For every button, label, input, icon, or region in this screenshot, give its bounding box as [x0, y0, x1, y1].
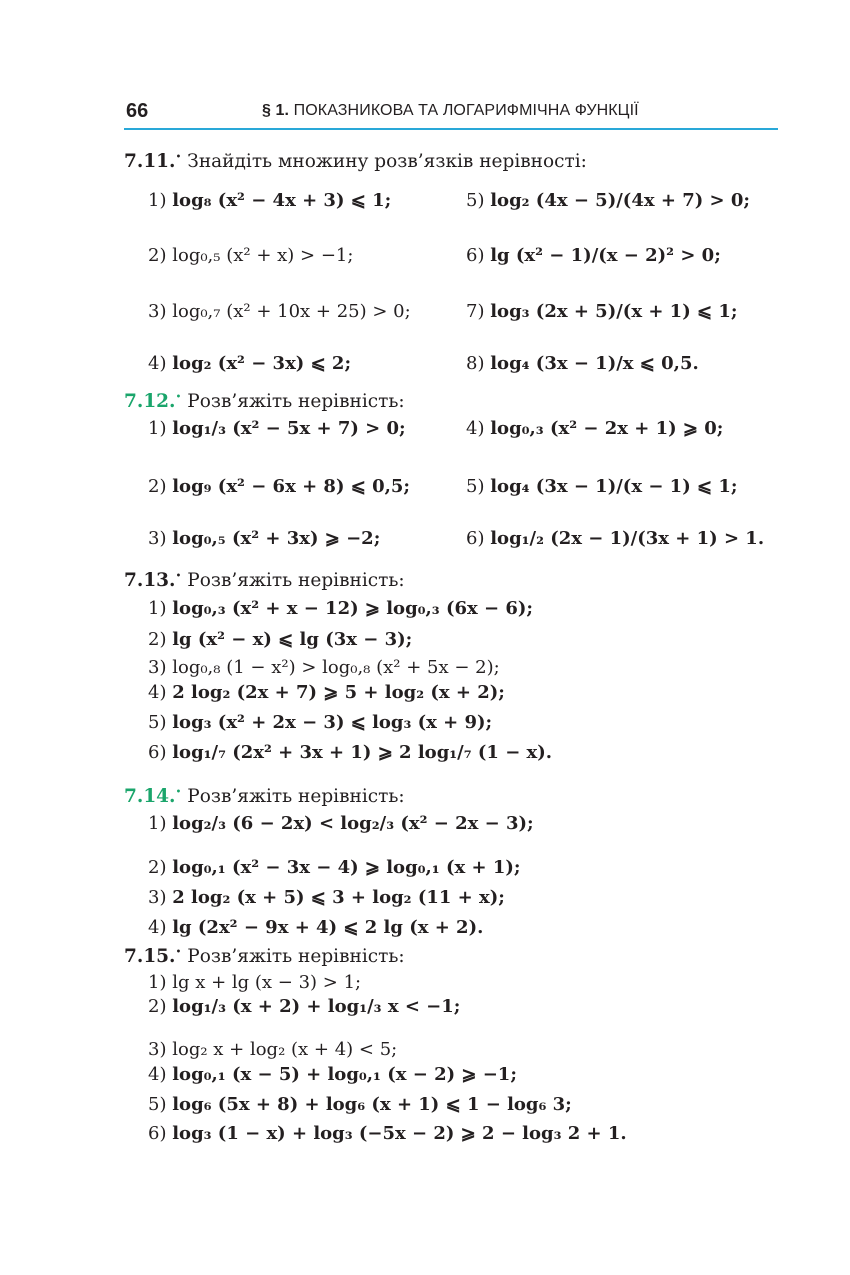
task-7-13	[124, 570, 405, 591]
task-number: 7.11.	[124, 151, 176, 172]
item-formula: log₁/₃ (x² − 5x + 7) > 0;	[172, 418, 406, 439]
section-mark: § 1.	[262, 102, 290, 119]
item-7-12-5	[466, 476, 738, 498]
item-number: 5)	[148, 1094, 167, 1115]
item-number: 2)	[148, 857, 167, 878]
difficulty-mark: •	[175, 946, 182, 958]
item-formula: lg x + lg (x − 3) > 1;	[172, 972, 362, 993]
item-formula: log₂/₃ (6 − 2x) < log₂/₃ (x² − 2x − 3);	[172, 813, 534, 834]
item-formula: lg (x² − 1)/(x − 2)² > 0;	[490, 245, 721, 266]
item-number: 3)	[148, 301, 167, 322]
item-7-11-4	[148, 353, 351, 375]
item-7-14-3	[148, 887, 505, 909]
item-number: 5)	[466, 476, 485, 497]
item-formula: log₁/₇ (2x² + 3x + 1) ⩾ 2 log₁/₇ (1 − x).	[172, 742, 553, 763]
item-formula: log₀,₇ (x² + 10x + 25) > 0;	[172, 301, 411, 322]
item-formula: log₃ (1 − x) + log₃ (−5x − 2) ⩾ 2 − log₃ 2 + 1.	[172, 1123, 627, 1144]
item-number: 1)	[148, 598, 167, 619]
item-formula: lg (2x² − 9x + 4) ⩽ 2 lg (x + 2).	[172, 917, 484, 938]
item-number: 1)	[148, 418, 167, 439]
task-7-15	[124, 946, 405, 967]
task-number: 7.15.	[124, 946, 176, 967]
difficulty-mark: •	[175, 391, 182, 403]
item-7-14-4	[148, 917, 483, 939]
item-formula: log₀,₃ (x² + x − 12) ⩾ log₀,₃ (6x − 6);	[172, 598, 534, 619]
task-7-12	[124, 391, 405, 412]
item-number: 2)	[148, 476, 167, 497]
task-7-14	[124, 786, 405, 807]
task-number: 7.13.	[124, 570, 176, 591]
item-7-15-1	[148, 972, 361, 994]
item-7-15-5	[148, 1094, 572, 1116]
item-7-11-1	[148, 190, 391, 212]
item-number: 6)	[148, 742, 167, 763]
item-7-11-6	[466, 245, 721, 267]
item-7-15-4	[148, 1064, 517, 1086]
item-7-14-1	[148, 813, 534, 835]
task-text: Розв’яжіть нерівність:	[187, 570, 405, 591]
item-number: 2)	[148, 245, 167, 266]
item-7-13-4	[148, 682, 505, 704]
item-formula: log₁/₃ (x + 2) + log₁/₃ x < −1;	[172, 996, 461, 1017]
item-number: 4)	[148, 682, 167, 703]
item-7-12-2	[148, 476, 410, 498]
item-number: 1)	[148, 190, 167, 211]
item-number: 3)	[148, 887, 167, 908]
task-number: 7.12.	[124, 391, 176, 412]
item-7-13-2	[148, 629, 412, 651]
item-number: 4)	[148, 353, 167, 374]
task-number: 7.14.	[124, 786, 176, 807]
item-7-11-8	[466, 353, 699, 375]
page-number: 66	[126, 100, 149, 122]
section-title	[262, 102, 639, 120]
difficulty-mark: •	[175, 151, 182, 163]
item-7-12-4	[466, 418, 723, 440]
item-number: 3)	[148, 1039, 167, 1060]
item-7-11-7	[466, 301, 738, 323]
item-formula: lg (x² − x) ⩽ lg (3x − 3);	[172, 629, 413, 650]
item-number: 4)	[148, 917, 167, 938]
item-number: 6)	[466, 528, 485, 549]
difficulty-mark: •	[175, 570, 182, 582]
item-number: 3)	[148, 528, 167, 549]
item-7-15-3	[148, 1039, 397, 1061]
item-7-15-2	[148, 996, 460, 1018]
item-number: 2)	[148, 629, 167, 650]
task-7-11	[124, 151, 587, 172]
item-formula: log₀,₁ (x − 5) + log₀,₁ (x − 2) ⩾ −1;	[172, 1064, 517, 1085]
item-formula: 2 log₂ (2x + 7) ⩾ 5 + log₂ (x + 2);	[172, 682, 505, 703]
item-7-13-3	[148, 657, 500, 679]
difficulty-mark: •	[175, 786, 182, 798]
item-7-15-6	[148, 1123, 627, 1145]
item-number: 4)	[148, 1064, 167, 1085]
item-formula: log₂ (x² − 3x) ⩽ 2;	[172, 353, 352, 374]
item-7-13-1	[148, 598, 533, 620]
item-formula: log₀,₈ (1 − x²) > log₀,₈ (x² + 5x − 2);	[172, 657, 500, 678]
task-text: Знайдіть множину розв’язків нерівності:	[187, 151, 587, 172]
task-text: Розв’яжіть нерівність:	[187, 946, 405, 967]
task-text: Розв’яжіть нерівність:	[187, 786, 405, 807]
item-number: 2)	[148, 996, 167, 1017]
item-7-12-6	[466, 528, 764, 550]
item-formula: log₉ (x² − 6x + 8) ⩽ 0,5;	[172, 476, 411, 497]
item-formula: log₃ (x² + 2x − 3) ⩽ log₃ (x + 9);	[172, 712, 493, 733]
item-formula: log₄ (3x − 1)/x ⩽ 0,5.	[490, 353, 699, 374]
section-title-text: ПОКАЗНИКОВА ТА ЛОГАРИФМІЧНА ФУНКЦІЇ	[293, 102, 639, 119]
item-formula: log₃ (2x + 5)/(x + 1) ⩽ 1;	[490, 301, 738, 322]
item-7-13-5	[148, 712, 492, 734]
item-formula: log₆ (5x + 8) + log₆ (x + 1) ⩽ 1 − log₆ 3;	[172, 1094, 572, 1115]
item-formula: log₂ x + log₂ (x + 4) < 5;	[172, 1039, 398, 1060]
item-formula: log₈ (x² − 4x + 3) ⩽ 1;	[172, 190, 392, 211]
item-7-12-3	[148, 528, 380, 550]
header-rule	[124, 128, 778, 130]
item-formula: log₂ (4x − 5)/(4x + 7) > 0;	[490, 190, 751, 211]
item-7-14-2	[148, 857, 521, 879]
item-number: 6)	[148, 1123, 167, 1144]
item-formula: log₀,₃ (x² − 2x + 1) ⩾ 0;	[490, 418, 724, 439]
item-number: 8)	[466, 353, 485, 374]
item-7-11-5	[466, 190, 750, 212]
item-number: 1)	[148, 972, 167, 993]
item-number: 6)	[466, 245, 485, 266]
item-7-11-2	[148, 245, 353, 267]
item-7-12-1	[148, 418, 406, 440]
item-7-11-3	[148, 301, 411, 323]
item-formula: log₀,₅ (x² + 3x) ⩾ −2;	[172, 528, 381, 549]
item-number: 7)	[466, 301, 485, 322]
item-7-13-6	[148, 742, 552, 764]
item-formula: log₁/₂ (2x − 1)/(3x + 1) > 1.	[490, 528, 765, 549]
item-number: 5)	[466, 190, 485, 211]
item-number: 4)	[466, 418, 485, 439]
item-formula: log₀,₁ (x² − 3x − 4) ⩾ log₀,₁ (x + 1);	[172, 857, 521, 878]
item-number: 3)	[148, 657, 167, 678]
item-formula: 2 log₂ (x + 5) ⩽ 3 + log₂ (11 + x);	[172, 887, 505, 908]
item-formula: log₄ (3x − 1)/(x − 1) ⩽ 1;	[490, 476, 738, 497]
item-number: 1)	[148, 813, 167, 834]
task-text: Розв’яжіть нерівність:	[187, 391, 405, 412]
item-formula: log₀,₅ (x² + x) > −1;	[172, 245, 354, 266]
item-number: 5)	[148, 712, 167, 733]
